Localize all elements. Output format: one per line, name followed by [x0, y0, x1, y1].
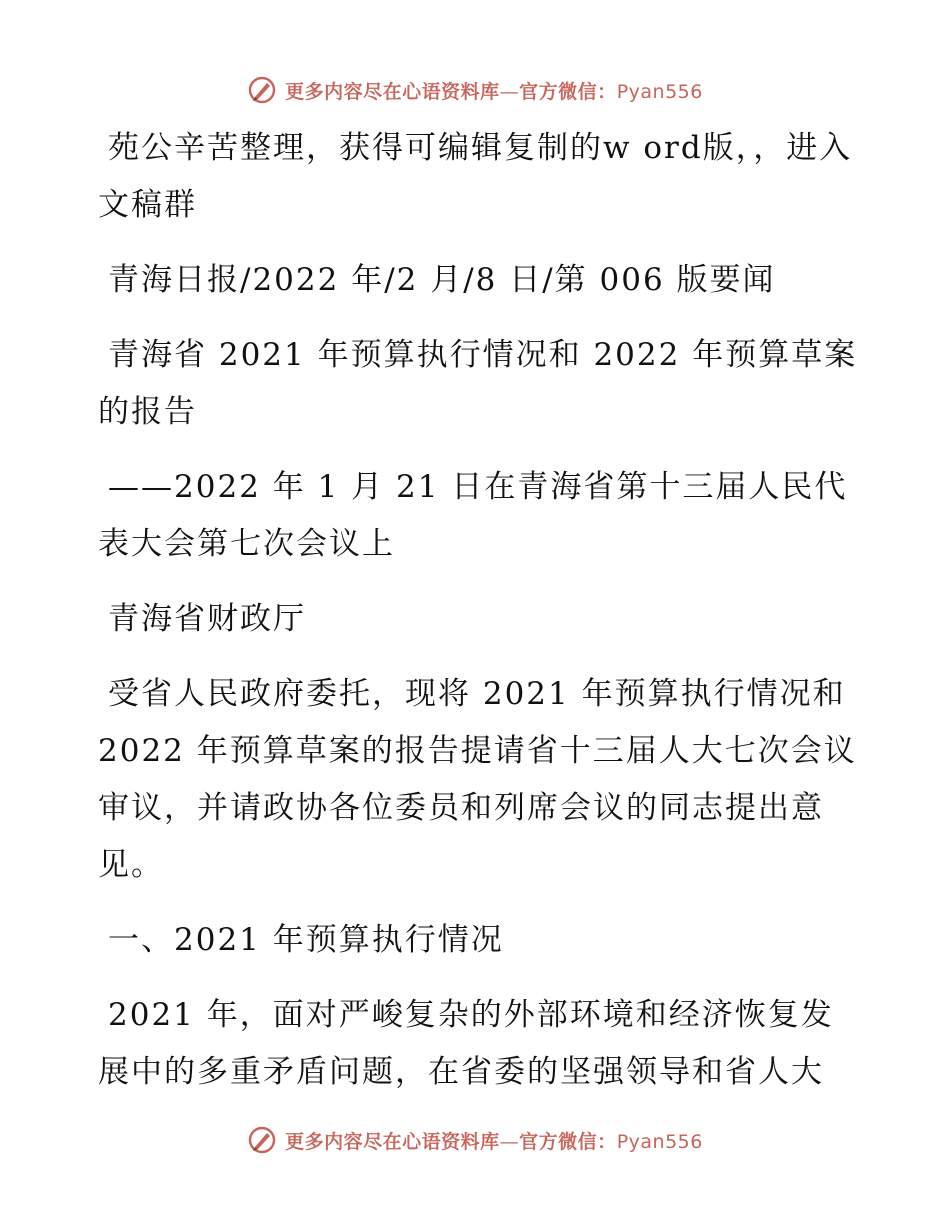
- report-subtitle: ——2022 年 1 月 21 日在青海省第十三届人民代表大会第七次会议上: [98, 469, 848, 562]
- report-author: 青海省财政厅: [108, 601, 306, 637]
- body-paragraph: 2021 年，面对严峻复杂的外部环境和经济恢复发展中的多重矛盾问题，在省委的坚强领导和省人大: [98, 997, 834, 1090]
- body-paragraph: 受省人民政府委托，现将 2021 年预算执行情况和 2022 年预算草案的报告提请省十三届人大七次会议审议，并请政协各位委员和列席会议的同志提出意见。: [98, 676, 857, 883]
- watermark-text: 更多内容尽在心语资料库—官方微信：Pyan556: [285, 1130, 703, 1153]
- footer-watermark: [0, 1120, 950, 1160]
- pen-logo-icon: [247, 75, 277, 105]
- pen-logo-icon: [247, 1125, 277, 1155]
- watermark-text: 更多内容尽在心语资料库—官方微信：Pyan556: [285, 80, 703, 103]
- source-line: 青海日报/2022 年/2 月/8 日/第 006 版要闻: [108, 262, 776, 298]
- section-heading: 一、2021 年预算执行情况: [108, 922, 504, 958]
- document-body: [98, 120, 858, 1119]
- report-title: 青海省 2021 年预算执行情况和 2022 年预算草案的报告: [98, 337, 858, 430]
- header-watermark: [0, 70, 950, 110]
- intro-note: 苑公辛苦整理，获得可编辑复制的w ord版，，进入文稿群: [98, 130, 853, 223]
